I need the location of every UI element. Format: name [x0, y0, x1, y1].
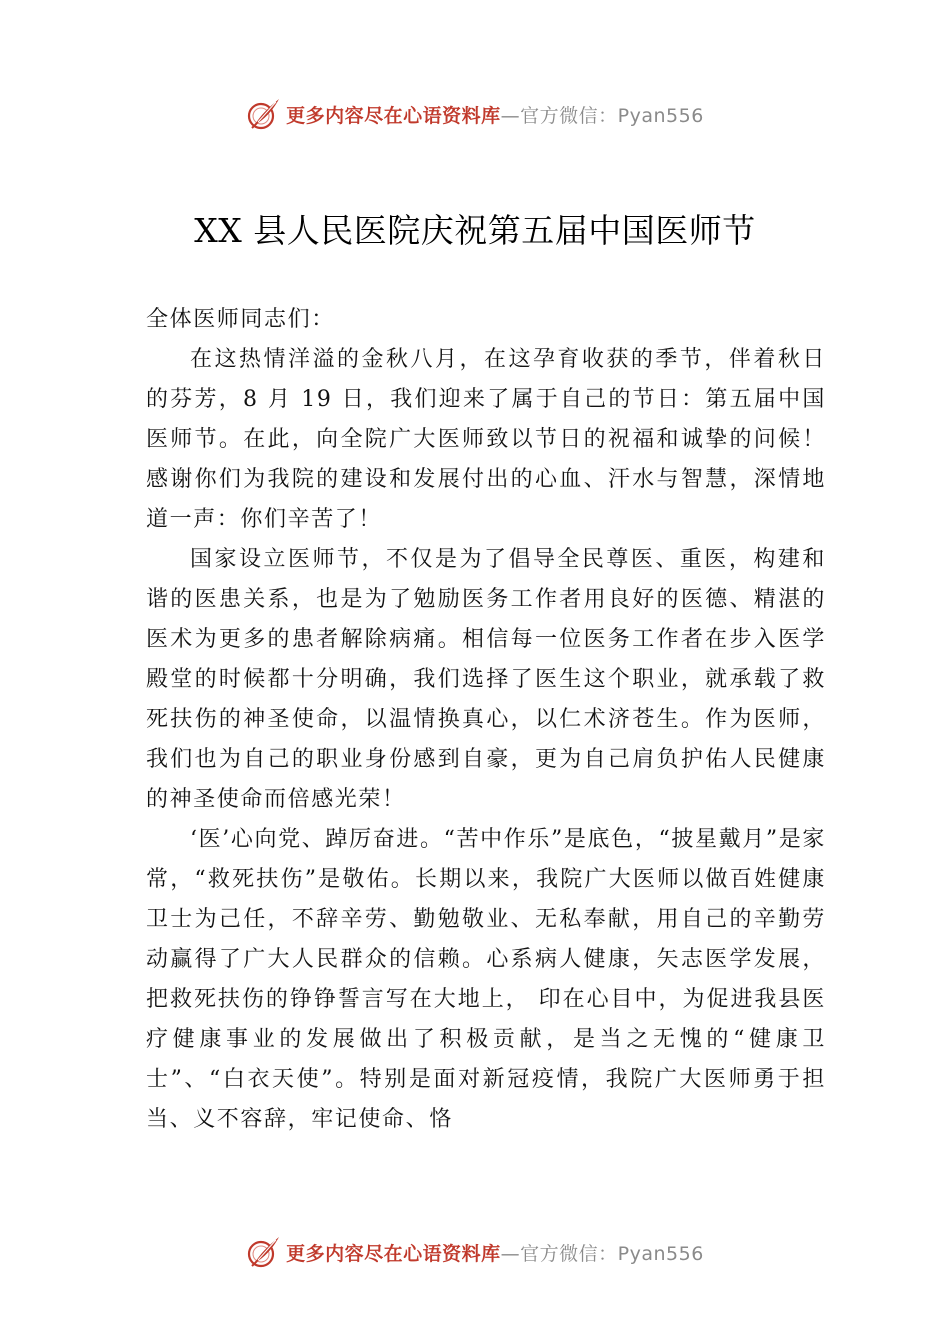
paragraph-3: ‘医’心向党、踔厉奋进。“苦中作乐”是底色，“披星戴月”是家常，“救死扶伤”是敬佑。长期以来，我院广大医师以做百姓健康卫士为己任，不辞辛劳、勤勉敬业、无私奉献，用自己的辛勤劳动赢得了广大人民群众的信赖。心系病人健康，矢志医学发展，把救死扶伤的铮铮誓言写在大地上， 印在心目中，为促进我县医疗健康事业的发展做出了积极贡献，是当之无愧的“健康卫士”、“白衣天使”。特别是面对新冠疫情，我院广大医师勇于担当、义不容辞，牢记使命、恪 [146, 827, 826, 1132]
paragraph-2: 国家设立医师节，不仅是为了倡导全民尊医、重医，构建和谐的医患关系，也是为了勉励医务工作者用良好的医德、精湛的医术为更多的患者解除病痛。相信每一位医务工作者在步入医学殿堂的时候都十分明确，我们选择了医生这个职业，就承载了救死扶伤的神圣使命，以温情换真心，以仁术济苍生。作为医师，我们也为自己的职业身份感到自豪，更为自己肩负护佑人民健康的神圣使命而倍感光荣！ [146, 547, 826, 812]
feather-pen-logo-icon [246, 1234, 282, 1270]
footer-banner-text [286, 1239, 704, 1266]
footer-banner-wechat: —官方微信：Pyan556 [500, 1242, 704, 1265]
footer-banner [0, 1232, 950, 1272]
header-banner [0, 94, 950, 134]
header-banner-wechat: —官方微信：Pyan556 [500, 104, 704, 127]
salutation: 全体医师同志们： [146, 307, 335, 332]
document-title: XX 县人民医院庆祝第五届中国医师节 [194, 211, 756, 250]
header-banner-text [286, 101, 704, 128]
footer-banner-site-name: 更多内容尽在心语资料库 [286, 1242, 501, 1265]
feather-pen-logo-icon [246, 96, 282, 132]
header-banner-site-name: 更多内容尽在心语资料库 [286, 104, 501, 127]
paragraph-1: 在这热情洋溢的金秋八月，在这孕育收获的季节，伴着秋日的芬芳，8 月 19 日，我们迎来了属于自己的节日：第五届中国医师节。在此，向全院广大医师致以节日的祝福和诚挚的问候！感谢你们为我院的建设和发展付出的心血、汗水与智慧，深情地道一声：你们辛苦了！ [146, 347, 826, 532]
document-body [146, 300, 826, 1140]
